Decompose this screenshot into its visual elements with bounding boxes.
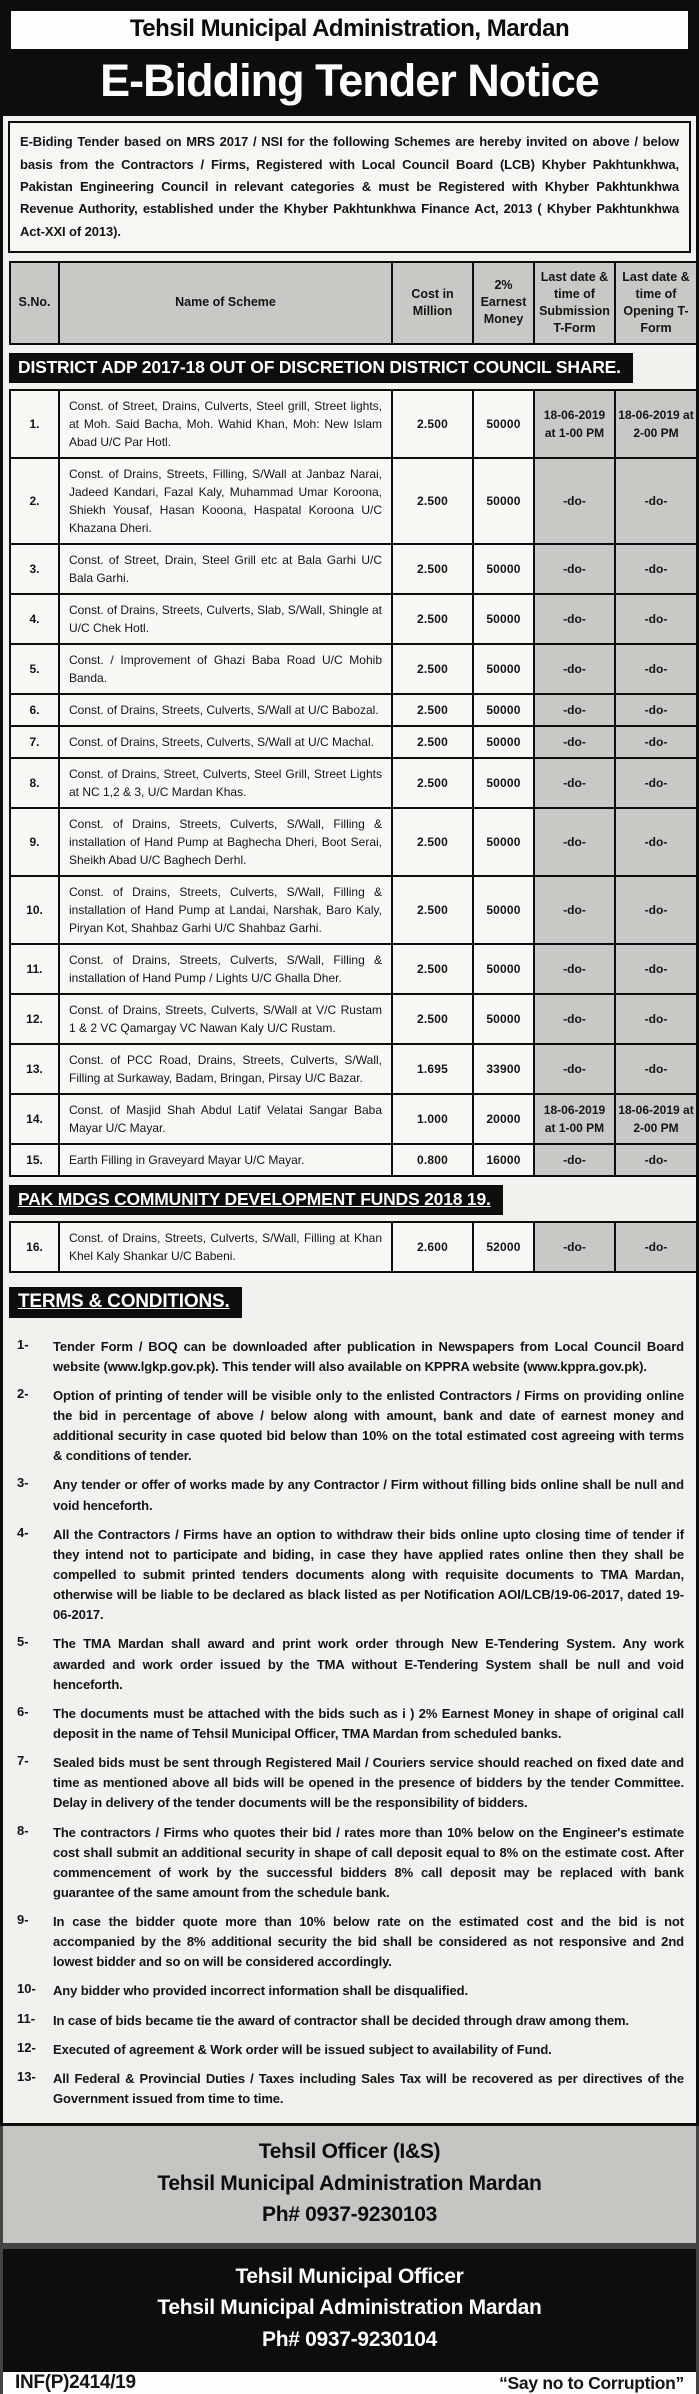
table-row <box>10 994 697 1044</box>
scheme-cell: Earth Filling in Graveyard Mayar U/C Mayar. <box>59 1144 392 1176</box>
opening-date-cell: -do- <box>615 944 697 994</box>
org-title: Tehsil Municipal Administration, Mardan <box>129 15 570 42</box>
scheme-cell: Const. of Drains, Streets, Culverts, S/Wall at V/C Rustam 1 & 2 VC Qamargay VC Nawan Kaly U/C Rustam. <box>59 994 392 1044</box>
footer-reference: INF(P)2414/19 <box>15 2372 136 2394</box>
table-row <box>10 876 697 944</box>
table-row <box>10 644 697 694</box>
earnest-cell: 50000 <box>473 694 534 726</box>
submission-date-cell: -do- <box>534 726 615 758</box>
cost-cell: 0.800 <box>392 1144 473 1176</box>
sno-cell: 15. <box>10 1144 59 1176</box>
submission-date-cell: 18-06-2019 at 1-00 PM <box>534 1094 615 1144</box>
earnest-cell: 50000 <box>473 544 534 594</box>
signature-block-tehsil-municipal-officer <box>3 2249 696 2370</box>
table-row <box>10 594 697 644</box>
tender-table-header <box>9 261 698 345</box>
term-number: 2- <box>17 1385 29 1401</box>
term-item <box>17 1475 684 1515</box>
signature-line: Tehsil Municipal Administration Mardan <box>157 2171 542 2195</box>
term-item <box>17 1386 684 1467</box>
term-number: 12- <box>17 2039 36 2055</box>
cost-cell: 2.500 <box>392 876 473 944</box>
submission-date-cell: -do- <box>534 644 615 694</box>
table-row <box>10 944 697 994</box>
cost-cell: 2.500 <box>392 808 473 876</box>
term-text: Any bidder who provided incorrect information shall be disqualified. <box>53 1983 469 1999</box>
term-number: 5- <box>17 1634 29 1650</box>
submission-date-cell: -do- <box>534 944 615 994</box>
term-number: 10- <box>17 1981 36 1997</box>
section-title-district-adp: DISTRICT ADP 2017-18 OUT OF DISCRETION DISTRICT COUNCIL SHARE. <box>9 353 633 383</box>
scheme-cell: Const. of Drains, Streets, Culverts, Slab, S/Wall, Shingle at U/C Chek Hotl. <box>59 594 392 644</box>
submission-date-cell: -do- <box>534 808 615 876</box>
earnest-cell: 20000 <box>473 1094 534 1144</box>
table-row <box>10 390 697 458</box>
term-text: Tender Form / BOQ can be downloaded after publication in Newspapers from Local Council Board website (www.lgkp.gov.pk). This tender will also available on KPPRA website (www.kppra.gov.pk). <box>53 1338 684 1374</box>
cost-cell: 2.500 <box>392 944 473 994</box>
sno-cell: 8. <box>10 758 59 808</box>
term-text: In case the bidder quote more than 10% below rate on the estimated cost and the bid is not accompanied by the 8% additional security the bid shall be considered as not responsive and 2nd lowest bidder and so on will be considered accordingly. <box>53 1914 684 1970</box>
org-title-box <box>9 9 690 51</box>
scheme-cell: Const. of Drains, Streets, Culverts, S/Wall, Filling at Khan Khel Kaly Shankar U/C Babeni. <box>59 1222 392 1272</box>
col-header-scheme: Name of Scheme <box>59 262 392 344</box>
earnest-cell: 50000 <box>473 944 534 994</box>
signature-line: Ph# 0937-9230104 <box>261 2327 437 2351</box>
tender-table-district-adp <box>9 389 698 1177</box>
cost-cell: 1.695 <box>392 1044 473 1094</box>
term-item <box>17 1525 684 1626</box>
submission-date-cell: -do- <box>534 1222 615 1272</box>
term-number: 6- <box>17 1703 29 1719</box>
signature-line: Tehsil Municipal Administration Mardan <box>157 2296 542 2320</box>
scheme-cell: Const. of Drains, Streets, Culverts, S/Wall at U/C Machal. <box>59 726 392 758</box>
sno-cell: 11. <box>10 944 59 994</box>
submission-date-cell: 18-06-2019 at 1-00 PM <box>534 390 615 458</box>
opening-date-cell: 18-06-2019 at 2-00 PM <box>615 1094 697 1144</box>
term-number: 7- <box>17 1753 29 1769</box>
term-text: Executed of agreement & Work order will be issued subject to availability of Fund. <box>53 2041 552 2057</box>
cost-cell: 2.500 <box>392 390 473 458</box>
terms-list <box>3 1324 696 2125</box>
masthead <box>3 3 696 116</box>
term-text: Any tender or offer of works made by any Contractor / Firm without filling bids online shall be null and void henceforth. <box>53 1477 684 1513</box>
sno-cell: 16. <box>10 1222 59 1272</box>
term-number: 13- <box>17 2068 36 2084</box>
scheme-cell: Const. / Improvement of Ghazi Baba Road U/C Mohib Banda. <box>59 644 392 694</box>
opening-date-cell: -do- <box>615 994 697 1044</box>
sno-cell: 7. <box>10 726 59 758</box>
term-item <box>17 1823 684 1904</box>
opening-date-cell: -do- <box>615 1222 697 1272</box>
col-header-sno: S.No. <box>10 262 59 344</box>
table-row <box>10 1044 697 1094</box>
scheme-cell: Const. of Drains, Streets, Culverts, S/Wall, Filling & installation of Hand Pump at Baghecha Dheri, Boot Serai, Sheikh Abad U/C Baghech Derhl. <box>59 808 392 876</box>
opening-date-cell: -do- <box>615 1144 697 1176</box>
cost-cell: 2.500 <box>392 644 473 694</box>
sno-cell: 4. <box>10 594 59 644</box>
term-item <box>17 2011 684 2031</box>
submission-date-cell: -do- <box>534 694 615 726</box>
opening-date-cell: -do- <box>615 458 697 544</box>
earnest-cell: 50000 <box>473 808 534 876</box>
signature-line: Ph# 0937-9230103 <box>261 2203 437 2227</box>
sno-cell: 13. <box>10 1044 59 1094</box>
earnest-cell: 50000 <box>473 644 534 694</box>
earnest-cell: 50000 <box>473 458 534 544</box>
term-item <box>17 1753 684 1813</box>
earnest-cell: 50000 <box>473 390 534 458</box>
term-number: 3- <box>17 1475 29 1491</box>
cost-cell: 2.600 <box>392 1222 473 1272</box>
sno-cell: 14. <box>10 1094 59 1144</box>
table-row <box>10 544 697 594</box>
term-text: All Federal & Provincial Duties / Taxes including Sales Tax will be recovered as per directives of the Government issued from time to time. <box>53 2070 684 2107</box>
col-header-submission: Last date & time of Submission T-Form <box>534 262 615 344</box>
section-title-pak-mdgs: PAK MDGS COMMUNITY DEVELOPMENT FUNDS 2018 19. <box>9 1185 503 1215</box>
term-item <box>17 1912 684 1972</box>
col-header-opening: Last date & time of Opening T-Form <box>615 262 697 344</box>
submission-date-cell: -do- <box>534 1144 615 1176</box>
scheme-cell: Const. of Drains, Streets, Filling, S/Wall at Janbaz Narai, Jadeed Kandari, Fazal Kaly, Muhammad Umar Koroona, Shiekh Yousaf, Hasan Kooona, Haspatal Koroona U/C Khazana Dheri. <box>59 458 392 544</box>
sno-cell: 10. <box>10 876 59 944</box>
terms-title: TERMS & CONDITIONS. <box>9 1287 242 1318</box>
earnest-cell: 33900 <box>473 1044 534 1094</box>
opening-date-cell: -do- <box>615 1044 697 1094</box>
scheme-cell: Const. of Masjid Shah Abdul Latif Velatai Sangar Baba Mayar U/C Mayar. <box>59 1094 392 1144</box>
term-number: 9- <box>17 1912 29 1928</box>
term-number: 4- <box>17 1524 29 1540</box>
submission-date-cell: -do- <box>534 994 615 1044</box>
submission-date-cell: -do- <box>534 876 615 944</box>
cost-cell: 2.500 <box>392 994 473 1044</box>
opening-date-cell: -do- <box>615 594 697 644</box>
footer-strip <box>3 2369 696 2394</box>
opening-date-cell: -do- <box>615 644 697 694</box>
term-item <box>17 1704 684 1744</box>
earnest-cell: 50000 <box>473 726 534 758</box>
opening-date-cell: -do- <box>615 544 697 594</box>
term-number: 8- <box>17 1822 29 1838</box>
sno-cell: 12. <box>10 994 59 1044</box>
footer-slogan: “Say no to Corruption” <box>499 2372 684 2393</box>
scheme-cell: Const. of Drains, Streets, Culverts, S/Wall at U/C Babozal. <box>59 694 392 726</box>
table-row <box>10 1144 697 1176</box>
col-header-cost: Cost in Million <box>392 262 473 344</box>
opening-date-cell: -do- <box>615 758 697 808</box>
submission-date-cell: -do- <box>534 458 615 544</box>
cost-cell: 1.000 <box>392 1094 473 1144</box>
sno-cell: 2. <box>10 458 59 544</box>
term-text: The TMA Mardan shall award and print work order through New E-Tendering System. Any work awarded and work order issued by the TMA without E-Tendering System shall be null and void henceforth. <box>53 1636 684 1692</box>
table-row <box>10 1222 697 1272</box>
earnest-cell: 50000 <box>473 594 534 644</box>
table-row <box>10 458 697 544</box>
opening-date-cell: -do- <box>615 726 697 758</box>
earnest-cell: 50000 <box>473 994 534 1044</box>
table-row <box>10 726 697 758</box>
signature-line: Tehsil Officer (I&S) <box>258 2140 441 2164</box>
sno-cell: 1. <box>10 390 59 458</box>
signature-block-tehsil-officer <box>3 2124 696 2243</box>
cost-cell: 2.500 <box>392 726 473 758</box>
opening-date-cell: -do- <box>615 876 697 944</box>
table-row <box>10 758 697 808</box>
submission-date-cell: -do- <box>534 544 615 594</box>
cost-cell: 2.500 <box>392 594 473 644</box>
term-text: In case of bids became tie the award of contractor shall be decided through draw among them. <box>53 2012 629 2028</box>
scheme-cell: Const. of PCC Road, Drains, Streets, Culverts, S/Wall, Filling at Surkaway, Badam, Bringan, Pirsay U/C Bazar. <box>59 1044 392 1094</box>
term-number: 1- <box>17 1336 29 1352</box>
scheme-cell: Const. of Street, Drain, Steel Grill etc at Bala Garhi U/C Bala Garhi. <box>59 544 392 594</box>
submission-date-cell: -do- <box>534 1044 615 1094</box>
term-item <box>17 1337 684 1377</box>
term-number: 11- <box>17 2010 36 2026</box>
cost-cell: 2.500 <box>392 694 473 726</box>
tender-table-pak-mdgs <box>9 1221 698 1273</box>
scheme-cell: Const. of Drains, Street, Culverts, Steel Grill, Street Lights at NC 1,2 & 3, U/C Mardan Khas. <box>59 758 392 808</box>
term-text: All the Contractors / Firms have an option to withdraw their bids online upto closing time of tender if they intend not to participate and biding, in case they have applied rates online then they shall be compelled to submit printed tenders documents along with requisite documents to TMA Mardan, otherwise will be liable to be declared as black listed as per Notification AOI/LCB/19-06-2017, dated 19-06-2017. <box>53 1526 684 1623</box>
col-header-earnest: 2% Earnest Money <box>473 262 534 344</box>
table-row <box>10 1094 697 1144</box>
term-text: Sealed bids must be sent through Registered Mail / Couriers service should reached on fixed date and time as mentioned above all bids will be opened in the presence of bidders by the tender Committee. Delay in delivery of the tender documents will be the responsibility of bidders. <box>53 1755 684 1811</box>
table-header-row <box>10 262 697 344</box>
sno-cell: 3. <box>10 544 59 594</box>
opening-date-cell: 18-06-2019 at 2-00 PM <box>615 390 697 458</box>
term-text: The documents must be attached with the bids such as i ) 2% Earnest Money in shape of original call deposit in the name of Tehsil Municipal Officer, TMA Mardan from scheduled banks. <box>53 1705 684 1741</box>
term-item <box>17 1981 684 2001</box>
opening-date-cell: -do- <box>615 694 697 726</box>
sno-cell: 6. <box>10 694 59 726</box>
earnest-cell: 52000 <box>473 1222 534 1272</box>
intro-paragraph: E-Biding Tender based on MRS 2017 / NSI for the following Schemes are hereby invited on above / below basis from the Contractors / Firms, Registered with Local Council Board (LCB) Khyber Pakhtunkhwa, Pakistan Engineering Council in relevant categories & must be Registered with Khyber Pakhtunkhwa Revenue Authority, established under the Khyber Pakhtunkhwa Finance Act, 2013 ( Khyber Pakhtunkhwa Act-XXI of 2013). <box>8 121 691 253</box>
signature-line: Tehsil Municipal Officer <box>235 2264 464 2288</box>
term-text: Option of printing of tender will be visible only to the enlisted Contractors / Firms on providing online the bid in percentage of above / below along with amount, bank and date of earnest money and additional security in case quoted bid below than 10% on the total estimated cost agreeing with terms & conditions of tender. <box>53 1387 684 1464</box>
sno-cell: 9. <box>10 808 59 876</box>
term-item <box>17 2040 684 2060</box>
term-item <box>17 2069 684 2109</box>
term-item <box>17 1634 684 1694</box>
earnest-cell: 50000 <box>473 758 534 808</box>
cost-cell: 2.500 <box>392 458 473 544</box>
term-text: The contractors / Firms who quotes their bid / rates more than 10% below on the Engineer's estimate cost shall submit an additional security in shape of call deposit equal to 8% on the estimate cost. After commencement of work by the successful bidders 8% call deposit may be replaced with bank guarantee of the same amount from the schedule bank. <box>53 1824 684 1900</box>
cost-cell: 2.500 <box>392 758 473 808</box>
notice-title: E-Bidding Tender Notice <box>100 55 599 106</box>
earnest-cell: 50000 <box>473 876 534 944</box>
submission-date-cell: -do- <box>534 758 615 808</box>
earnest-cell: 16000 <box>473 1144 534 1176</box>
submission-date-cell: -do- <box>534 594 615 644</box>
table-row <box>10 694 697 726</box>
opening-date-cell: -do- <box>615 808 697 876</box>
scheme-cell: Const. of Drains, Streets, Culverts, S/Wall, Filling & installation of Hand Pump at Landai, Narshak, Baro Kaly, Piryan Kot, Shahbaz Garhi U/C Shahbaz Garhi. <box>59 876 392 944</box>
sno-cell: 5. <box>10 644 59 694</box>
table-row <box>10 808 697 876</box>
scheme-cell: Const. of Street, Drains, Culverts, Steel grill, Street lights, at Moh. Said Bacha, Moh. Wahid Khan, Moh: New Islam Abad U/C Par Hotl. <box>59 390 392 458</box>
scheme-cell: Const. of Drains, Streets, Culverts, S/Wall, Filling & installation of Hand Pump / Lights U/C Ghalla Dher. <box>59 944 392 994</box>
cost-cell: 2.500 <box>392 544 473 594</box>
